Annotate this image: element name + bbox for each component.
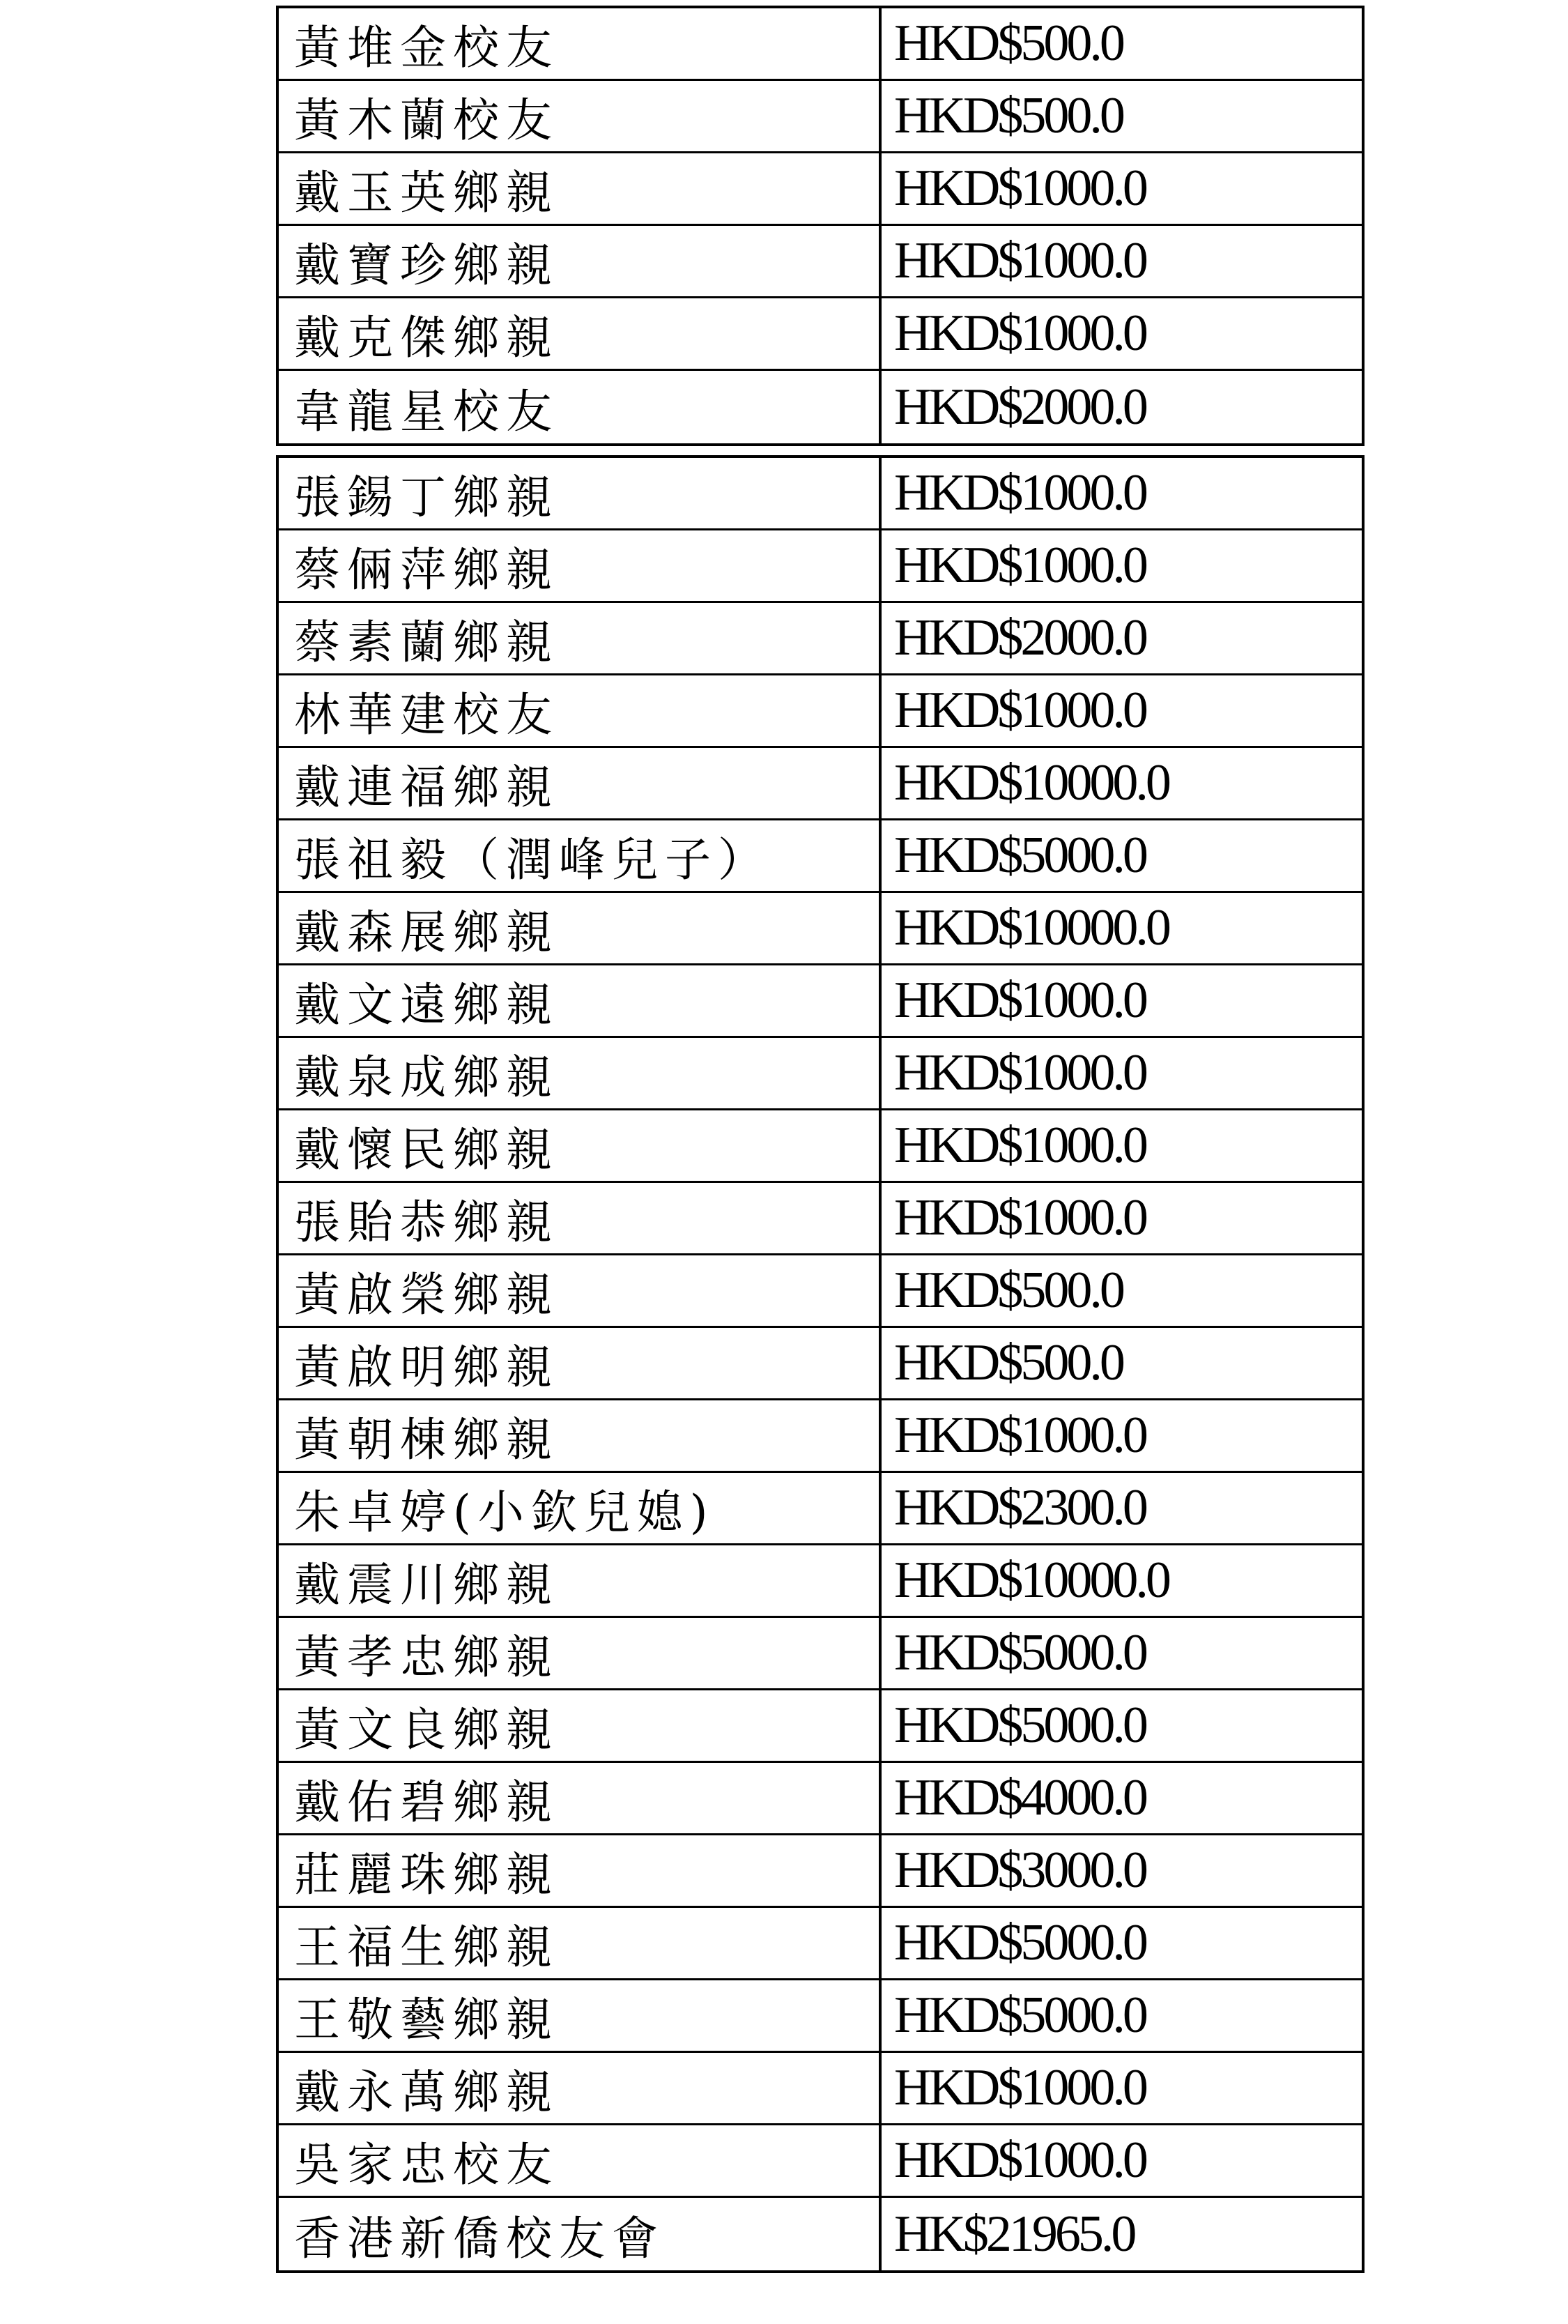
table-row bbox=[279, 1763, 1362, 1835]
table-row bbox=[279, 675, 1362, 748]
donor-name-cell: 戴寶珍鄉親 bbox=[279, 226, 882, 296]
donor-name-cell: 戴連福鄉親 bbox=[279, 748, 882, 818]
donor-name-cell: 吳家忠校友 bbox=[279, 2125, 882, 2196]
donor-name-cell: 黃啟榮鄉親 bbox=[279, 1255, 882, 1326]
table-row bbox=[279, 1038, 1362, 1110]
donor-name-cell: 黃堆金校友 bbox=[279, 8, 882, 79]
donation-amount-cell: HKD$1000.0 bbox=[894, 464, 1146, 521]
donation-amount-cell: HKD$10000.0 bbox=[894, 899, 1169, 956]
donor-name-cell: 戴克傑鄉親 bbox=[279, 298, 882, 369]
table-row bbox=[279, 1400, 1362, 1473]
donor-name-cell: 蔡倆萍鄉親 bbox=[279, 530, 882, 601]
table-row bbox=[279, 1255, 1362, 1328]
donor-name-cell: 蔡素蘭鄉親 bbox=[279, 603, 882, 673]
donation-amount-cell: HKD$10000.0 bbox=[894, 1552, 1169, 1609]
donation-amount-cell: HKD$1000.0 bbox=[894, 2059, 1146, 2116]
donation-amount-cell: HKD$1000.0 bbox=[894, 1117, 1146, 1174]
table-row bbox=[279, 458, 1362, 530]
donor-name-cell: 莊麗珠鄉親 bbox=[279, 1835, 882, 1906]
donor-name-cell: 戴玉英鄉親 bbox=[279, 153, 882, 224]
donor-name-cell: 戴文遠鄉親 bbox=[279, 965, 882, 1036]
donor-name-cell: 黃孝忠鄉親 bbox=[279, 1618, 882, 1688]
donation-amount-cell: HK$21965.0 bbox=[894, 2205, 1135, 2263]
table-row bbox=[279, 226, 1362, 298]
donation-amount-cell: HKD$5000.0 bbox=[894, 1987, 1146, 2044]
donation-amount-cell: HKD$1000.0 bbox=[894, 972, 1146, 1029]
donor-name-cell: 黃朝棟鄉親 bbox=[279, 1400, 882, 1471]
donor-name-cell: 戴森展鄉親 bbox=[279, 893, 882, 963]
table-row bbox=[279, 748, 1362, 820]
donor-name-cell: 戴懷民鄉親 bbox=[279, 1110, 882, 1181]
donor-name-cell: 王福生鄉親 bbox=[279, 1908, 882, 1978]
table-row bbox=[279, 1545, 1362, 1618]
donation-amount-cell: HKD$500.0 bbox=[894, 1334, 1123, 1391]
table-row bbox=[279, 1183, 1362, 1255]
donation-amount-cell: HKD$1000.0 bbox=[894, 1407, 1146, 1464]
donor-name-cell: 林華建校友 bbox=[279, 675, 882, 746]
donor-name-cell: 張貽恭鄉親 bbox=[279, 1183, 882, 1253]
table-row bbox=[279, 2125, 1362, 2198]
donation-amount-cell: HKD$1000.0 bbox=[894, 682, 1146, 739]
donor-name-cell: 戴泉成鄉親 bbox=[279, 1038, 882, 1108]
table-row bbox=[279, 965, 1362, 1038]
donation-amount-cell: HKD$3000.0 bbox=[894, 1842, 1146, 1899]
table-row bbox=[279, 1473, 1362, 1545]
donation-amount-cell: HKD$2000.0 bbox=[894, 378, 1146, 436]
donation-amount-cell: HKD$5000.0 bbox=[894, 1697, 1146, 1754]
table-row bbox=[279, 2198, 1362, 2270]
table-row bbox=[279, 1980, 1362, 2053]
table-row bbox=[279, 81, 1362, 153]
donation-amount-cell: HKD$5000.0 bbox=[894, 1914, 1146, 1971]
donation-amount-cell: HKD$1000.0 bbox=[894, 2132, 1146, 2189]
table-row bbox=[279, 603, 1362, 675]
donor-name-cell: 戴永萬鄉親 bbox=[279, 2053, 882, 2123]
donation-amount-cell: HKD$1000.0 bbox=[894, 1189, 1146, 1246]
donation-amount-cell: HKD$5000.0 bbox=[894, 1624, 1146, 1681]
table-row bbox=[279, 153, 1362, 226]
donation-amount-cell: HKD$5000.0 bbox=[894, 827, 1146, 884]
donation-amount-cell: HKD$500.0 bbox=[894, 1262, 1123, 1319]
donor-name-cell: 戴佑碧鄉親 bbox=[279, 1763, 882, 1833]
donor-name-cell: 黃文良鄉親 bbox=[279, 1690, 882, 1761]
table-row bbox=[279, 893, 1362, 965]
donation-amount-cell: HKD$4000.0 bbox=[894, 1769, 1146, 1826]
table-row bbox=[279, 1110, 1362, 1183]
table-row bbox=[279, 1835, 1362, 1908]
donation-table-top bbox=[276, 6, 1365, 446]
table-row bbox=[279, 2053, 1362, 2125]
donation-amount-cell: HKD$1000.0 bbox=[894, 232, 1146, 289]
donation-amount-cell: HKD$1000.0 bbox=[894, 305, 1146, 362]
table-row bbox=[279, 371, 1362, 443]
donation-amount-cell: HKD$10000.0 bbox=[894, 754, 1169, 811]
donation-amount-cell: HKD$500.0 bbox=[894, 15, 1123, 72]
donor-name-cell: 黃啟明鄉親 bbox=[279, 1328, 882, 1398]
donation-amount-cell: HKD$1000.0 bbox=[894, 537, 1146, 594]
donor-name-cell: 戴震川鄉親 bbox=[279, 1545, 882, 1616]
donor-name-cell: 張祖毅（潤峰兒子） bbox=[279, 820, 882, 891]
donation-amount-cell: HKD$1000.0 bbox=[894, 160, 1146, 217]
table-row bbox=[279, 530, 1362, 603]
donor-name-cell: 張錫丁鄉親 bbox=[279, 458, 882, 528]
table-row bbox=[279, 1328, 1362, 1400]
donation-amount-cell: HKD$1000.0 bbox=[894, 1044, 1146, 1101]
donor-name-cell: 黃木蘭校友 bbox=[279, 81, 882, 151]
table-row bbox=[279, 8, 1362, 81]
donation-amount-cell: HKD$500.0 bbox=[894, 87, 1123, 144]
donation-amount-cell: HKD$2300.0 bbox=[894, 1479, 1146, 1536]
table-row bbox=[279, 1690, 1362, 1763]
donor-name-cell: 朱卓婷(小欽兒媳) bbox=[279, 1473, 882, 1543]
table-row bbox=[279, 1908, 1362, 1980]
table-row bbox=[279, 1618, 1362, 1690]
table-row bbox=[279, 298, 1362, 371]
donation-table-bottom bbox=[276, 455, 1365, 2273]
donor-name-cell: 王敬藝鄉親 bbox=[279, 1980, 882, 2051]
donation-amount-cell: HKD$2000.0 bbox=[894, 609, 1146, 666]
donor-name-cell: 香港新僑校友會 bbox=[279, 2198, 882, 2270]
table-row bbox=[279, 820, 1362, 893]
donor-name-cell: 韋龍星校友 bbox=[279, 371, 882, 443]
